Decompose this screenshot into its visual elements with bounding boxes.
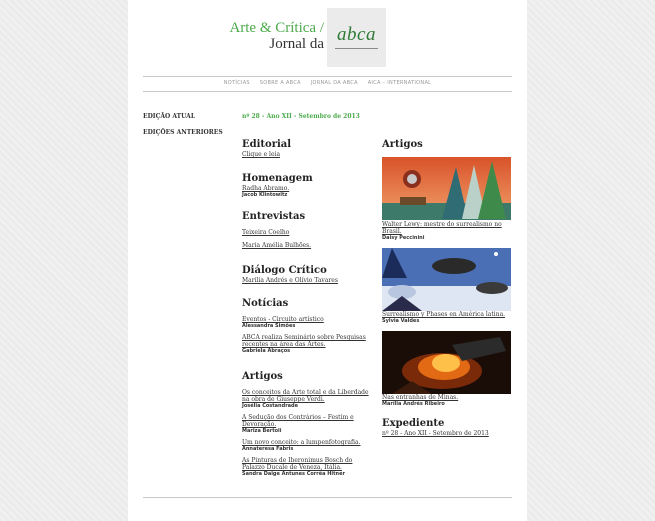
artigo-left-link-4[interactable]: As Pinturas de Iheronimus Bosch do Palazzo Ducale de Veneza, Itália.: [242, 457, 353, 471]
entrevistas-heading: Entrevistas: [242, 211, 306, 222]
artigo-right-link-3[interactable]: Nas entranhas de Minas.: [382, 394, 459, 401]
nav-item-sobre[interactable]: SOBRE A ABCA: [259, 80, 301, 86]
artigo-left-author-2: Mariza Bertoli: [242, 428, 282, 434]
editorial-heading: Editorial: [242, 139, 292, 150]
dialogo-link[interactable]: Marilia Andrés e Olívio Tavares: [242, 277, 338, 284]
article-right-1: [382, 221, 511, 241]
sidebar-item-edicao-atual[interactable]: EDIÇÃO ATUAL: [143, 113, 196, 120]
article-image-surrealismo[interactable]: [382, 248, 511, 311]
noticia-link-2[interactable]: ABCA realiza Seminário sobre Pesquisas recentes na área das Artes.: [242, 334, 366, 348]
homenagem-author: Jacob Klintowitz: [242, 192, 288, 198]
surreal-painting-image-2: [382, 248, 511, 311]
sidebar: [143, 113, 195, 120]
artigo-right-author-2: Sylvia Valdes: [382, 318, 420, 324]
noticias-heading: Notícias: [242, 298, 289, 309]
artigo-left-author-4: Sandra Daige Antunes Corrêa Hitner: [242, 471, 345, 477]
fire-image: [382, 331, 511, 394]
homenagem-link[interactable]: Radha Abramo.: [242, 185, 290, 192]
logo-line-1: Arte & Crítica /: [229, 20, 324, 36]
page-container: [128, 0, 527, 521]
sidebar-item-edicoes-anteriores[interactable]: EDIÇÕES ANTERIORES: [143, 129, 223, 136]
expediente-heading: Expediente: [382, 418, 445, 429]
nav-bottom-divider: [143, 91, 512, 92]
article-image-minas[interactable]: [382, 331, 511, 394]
entrevista-link-1[interactable]: Teixeira Coelho: [242, 229, 290, 236]
logo-underline: [335, 48, 378, 49]
noticia-author-2: Gabriela Abraços: [242, 348, 291, 354]
site-logo-text[interactable]: [226, 20, 324, 52]
logo-line-2: Jornal da: [269, 36, 324, 52]
noticia-author-1: Alessandra Simões: [242, 323, 296, 329]
artigo-left-author-3: Annateresa Fabris: [242, 446, 294, 452]
section-entrevistas: [242, 211, 370, 249]
issue-label: nº 28 - Ano XII - Setembro de 2013: [242, 113, 360, 120]
artigos-left-heading: Artigos: [242, 371, 283, 382]
nav-item-noticias[interactable]: NOTÍCIAS: [223, 80, 250, 86]
editorial-link[interactable]: Clique e leia: [242, 151, 281, 158]
expediente-link[interactable]: nº 28 - Ano XII - Setembro de 2013: [382, 430, 489, 437]
homenagem-heading: Homenagem: [242, 173, 313, 184]
abca-logo-word: abca: [337, 24, 376, 45]
artigo-left-link-2[interactable]: A Sedução dos Contrários – Festim e Devoração.: [242, 414, 354, 428]
artigo-left-link-1[interactable]: Os conceitos da Arte total e da Liberdade na obra de Giuseppe Verdi.: [242, 389, 369, 403]
article-right-2: [382, 311, 511, 324]
nav-item-jornal[interactable]: JORNAL DA ABCA: [310, 80, 358, 86]
dialogo-heading: Diálogo Crítico: [242, 265, 327, 276]
section-editorial: [242, 139, 370, 158]
surreal-painting-image: [382, 157, 511, 220]
sidebar-previous: [143, 129, 223, 136]
article-image-lewy[interactable]: [382, 157, 511, 220]
section-homenagem: [242, 173, 370, 198]
section-noticias: [242, 298, 370, 354]
nav-item-aica[interactable]: AICA – INTERNATIONAL: [367, 80, 432, 86]
artigos-right-heading: Artigos: [382, 139, 423, 150]
artigo-left-link-3[interactable]: Um novo conceito: a lumpenfotografia.: [242, 439, 361, 446]
section-artigos-left: [242, 371, 370, 477]
section-dialogo: [242, 265, 370, 284]
entrevista-link-2[interactable]: Maria Amélia Bulhões.: [242, 242, 312, 249]
artigo-right-author-3: Marília Andrés Ribeiro: [382, 401, 445, 407]
article-right-3: [382, 394, 511, 407]
nav-top-divider: [143, 76, 512, 77]
artigo-right-link-2[interactable]: Surrealismo y Phases en América latina.: [382, 311, 506, 318]
noticia-link-1[interactable]: Eventos - Circuito artístico: [242, 316, 324, 323]
artigo-left-author-1: Josélia Costandrade: [242, 403, 298, 409]
section-expediente: [382, 418, 511, 437]
artigo-right-author-1: Daisy Peccinini: [382, 235, 425, 241]
footer-divider: [143, 497, 512, 498]
abca-logo[interactable]: [327, 8, 386, 67]
main-nav: [143, 80, 512, 86]
artigo-right-link-1[interactable]: Walter Lewy: mestre do surrealismo no Brasil.: [382, 221, 502, 235]
